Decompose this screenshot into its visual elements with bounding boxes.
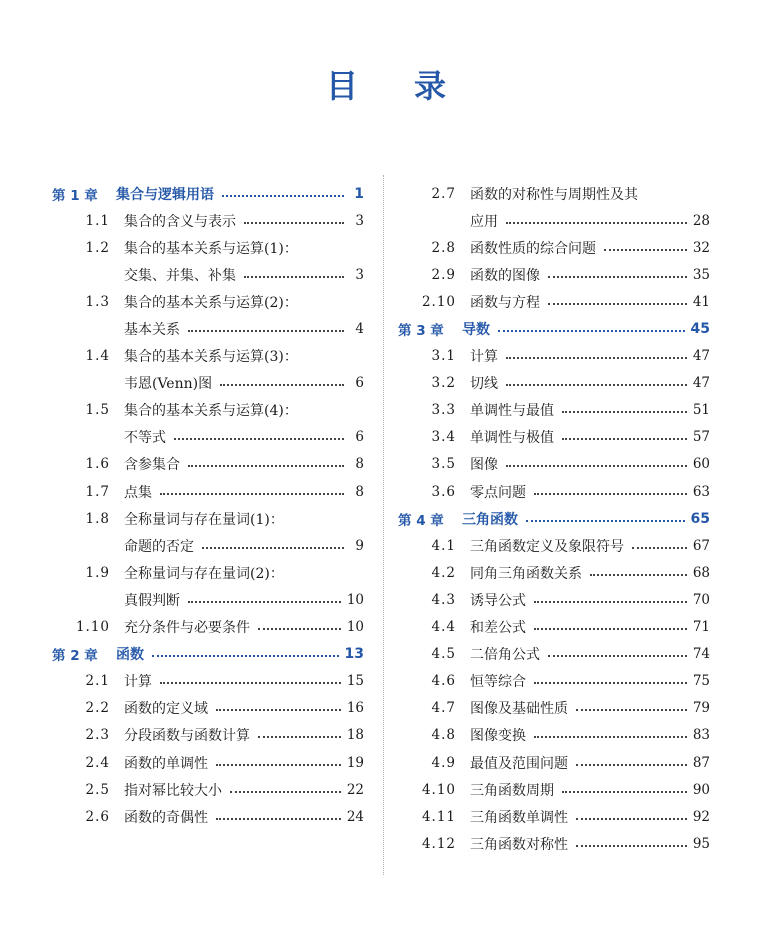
toc-entry: [52, 424, 364, 451]
toc-entry: [398, 397, 710, 424]
toc-page-number: 47: [692, 375, 710, 392]
toc-section-number: 2.3: [85, 727, 110, 744]
toc-dot-leader: [576, 764, 687, 766]
toc-section-title: 计算: [470, 349, 498, 366]
toc-dot-leader: [534, 682, 687, 684]
toc-section-title: 三角函数单调性: [470, 809, 568, 826]
toc-entry: [52, 614, 364, 641]
toc-dot-leader: [498, 330, 685, 332]
toc-right-column: [398, 180, 710, 857]
toc-dot-leader: [152, 655, 339, 657]
toc-dot-leader: [258, 628, 341, 630]
toc-dot-leader: [526, 520, 685, 522]
toc-entry: [398, 261, 710, 288]
toc-section-title: 三角函数周期: [470, 782, 554, 799]
toc-section-number: 4.3: [431, 591, 456, 608]
toc-dot-leader: [506, 357, 687, 359]
toc-page-number: 75: [692, 673, 710, 690]
toc-chapter-heading: [398, 505, 710, 532]
toc-section-number: 4.10: [421, 781, 456, 798]
toc-section-title: 零点问题: [470, 484, 526, 501]
toc-section-number: 4.8: [431, 727, 456, 744]
toc-entry: [52, 559, 364, 586]
toc-dot-leader: [188, 330, 344, 332]
toc-page-number: 10: [346, 619, 364, 636]
toc-entry: [398, 722, 710, 749]
toc-dot-leader: [562, 411, 687, 413]
toc-page-number: 22: [346, 781, 364, 798]
toc-section-title: 函数的对称性与周期性及其: [470, 186, 638, 203]
toc-section-title: 图像: [470, 457, 498, 474]
toc-dot-leader: [604, 249, 687, 251]
toc-section-title: 含参集合: [124, 457, 180, 474]
toc-entry: [52, 776, 364, 803]
toc-section-title: 交集、并集、补集: [124, 267, 236, 284]
toc-page-number: 4: [355, 321, 364, 338]
toc-section-title: 真假判断: [124, 592, 180, 609]
toc-dot-leader: [222, 195, 344, 197]
toc-section-title: 三角函数: [462, 511, 518, 528]
toc-section-number: 1.8: [85, 510, 110, 527]
toc-dot-leader: [548, 655, 687, 657]
toc-dot-leader: [506, 222, 687, 224]
toc-dot-leader: [562, 438, 687, 440]
toc-page-number: 16: [346, 700, 364, 717]
toc-section-title: 函数的奇偶性: [124, 809, 208, 826]
toc-section-title: 切线: [470, 376, 498, 393]
toc-section-title: 全称量词与存在量词(1)：: [124, 511, 284, 528]
toc-section-title: 函数的定义域: [124, 701, 208, 718]
toc-dot-leader: [188, 465, 344, 467]
toc-entry: [398, 614, 710, 641]
toc-section-title: 分段函数与函数计算: [124, 728, 250, 745]
toc-entry: [398, 641, 710, 668]
toc-section-title: 图像及基础性质: [470, 701, 568, 718]
toc-entry: [398, 559, 710, 586]
column-divider: [383, 175, 384, 875]
toc-page-number: 47: [692, 348, 710, 365]
toc-entry: [398, 586, 710, 613]
toc-entry: [52, 370, 364, 397]
toc-dot-leader: [258, 736, 341, 738]
toc-page-number: 51: [692, 402, 710, 419]
toc-dot-leader: [244, 222, 344, 224]
toc-entry: [52, 397, 364, 424]
toc-section-number: 3.6: [431, 483, 456, 500]
toc-section-title: 基本关系: [124, 322, 180, 339]
toc-dot-leader: [230, 791, 341, 793]
toc-section-title: 三角函数定义及象限符号: [470, 538, 624, 555]
toc-entry: [398, 343, 710, 370]
toc-section-number: 4.4: [431, 619, 456, 636]
toc-section-number: 1.4: [85, 348, 110, 365]
toc-page-number: 32: [692, 239, 710, 256]
toc-section-number: 2.10: [421, 293, 456, 310]
toc-section-number: 2.6: [85, 808, 110, 825]
toc-dot-leader: [562, 791, 687, 793]
toc-section-number: 3.4: [431, 429, 456, 446]
toc-page-number: 6: [355, 375, 364, 392]
toc-page-number: 70: [692, 591, 710, 608]
toc-section-title: 图像变换: [470, 728, 526, 745]
toc-section-title: 二倍角公式: [470, 647, 540, 664]
toc-dot-leader: [534, 601, 687, 603]
toc-section-number: 第 3 章: [398, 323, 444, 340]
toc-section-title: 函数性质的综合问题: [470, 240, 596, 257]
toc-page-number: 1: [354, 185, 364, 202]
toc-page-number: 24: [346, 808, 364, 825]
toc-dot-leader: [244, 276, 344, 278]
toc-dot-leader: [590, 574, 687, 576]
toc-entry: [52, 505, 364, 532]
page-title: 目录: [325, 67, 502, 105]
toc-page-number: 18: [346, 727, 364, 744]
toc-section-number: 4.2: [431, 564, 456, 581]
toc-entry: [398, 532, 710, 559]
toc-entry: [52, 261, 364, 288]
toc-entry: [398, 451, 710, 478]
toc-section-number: 1.2: [85, 239, 110, 256]
toc-entry: [52, 695, 364, 722]
toc-section-number: 第 2 章: [52, 648, 98, 665]
toc-section-number: 4.9: [431, 754, 456, 771]
toc-page-number: 19: [346, 754, 364, 771]
toc-page-number: 41: [692, 293, 710, 310]
toc-page-number: 63: [692, 483, 710, 500]
toc-section-title: 单调性与最值: [470, 403, 554, 420]
toc-page-number: 10: [346, 591, 364, 608]
toc-page-number: 8: [355, 456, 364, 473]
toc-dot-leader: [576, 845, 687, 847]
toc-dot-leader: [548, 303, 687, 305]
toc-page-number: 87: [692, 754, 710, 771]
toc-section-title: 充分条件与必要条件: [124, 620, 250, 637]
toc-page-number: 92: [692, 808, 710, 825]
toc-chapter-heading: [398, 315, 710, 342]
toc-section-number: 2.9: [431, 266, 456, 283]
toc-section-title: 韦恩(Venn)图: [124, 376, 213, 393]
toc-entry: [398, 749, 710, 776]
toc-section-title: 集合与逻辑用语: [116, 186, 214, 203]
toc-section-title: 最值及范围问题: [470, 755, 568, 772]
toc-dot-leader: [506, 384, 687, 386]
toc-section-number: 1.7: [85, 483, 110, 500]
toc-entry: [52, 586, 364, 613]
toc-entry: [398, 288, 710, 315]
toc-page-number: 71: [692, 619, 710, 636]
toc-entry: [52, 668, 364, 695]
toc-dot-leader: [576, 818, 687, 820]
toc-dot-leader: [188, 601, 341, 603]
toc-entry: [52, 207, 364, 234]
toc-page-number: 13: [344, 646, 364, 663]
toc-page-number: 95: [692, 835, 710, 852]
toc-dot-leader: [576, 709, 687, 711]
toc-page-number: 45: [690, 321, 710, 338]
toc-section-title: 函数: [116, 647, 144, 664]
toc-page-number: 68: [692, 564, 710, 581]
toc-entry: [398, 207, 710, 234]
toc-section-number: 1.1: [85, 212, 110, 229]
toc-dot-leader: [534, 628, 687, 630]
toc-entry: [398, 695, 710, 722]
toc-entry: [52, 343, 364, 370]
toc-dot-leader: [548, 276, 687, 278]
toc-section-title: 诱导公式: [470, 592, 526, 609]
toc-dot-leader: [216, 764, 341, 766]
toc-page-number: 74: [692, 646, 710, 663]
toc-section-title: 计算: [124, 674, 152, 691]
toc-section-number: 4.5: [431, 646, 456, 663]
toc-section-number: 1.6: [85, 456, 110, 473]
toc-entry: [52, 315, 364, 342]
toc-section-title: 函数与方程: [470, 294, 540, 311]
toc-section-number: 2.5: [85, 781, 110, 798]
toc-section-title: 集合的基本关系与运算(1)：: [124, 240, 298, 257]
toc-section-title: 函数的图像: [470, 267, 540, 284]
toc-page-number: 60: [692, 456, 710, 473]
toc-section-number: 3.2: [431, 375, 456, 392]
toc-section-number: 4.11: [421, 808, 456, 825]
toc-section-number: 4.1: [431, 537, 456, 554]
toc-page-number: 67: [692, 537, 710, 554]
toc-section-title: 集合的含义与表示: [124, 213, 236, 230]
toc-dot-leader: [160, 493, 344, 495]
toc-page-number: 15: [346, 673, 364, 690]
toc-section-number: 3.3: [431, 402, 456, 419]
toc-dot-leader: [506, 465, 687, 467]
toc-dot-leader: [202, 547, 344, 549]
toc-section-title: 和差公式: [470, 620, 526, 637]
toc-page-number: 28: [692, 212, 710, 229]
toc-entry: [398, 370, 710, 397]
toc-page-number: 79: [692, 700, 710, 717]
toc-section-number: 1.9: [85, 564, 110, 581]
toc-entry: [398, 776, 710, 803]
toc-section-number: 4.7: [431, 700, 456, 717]
toc-page-number: 9: [355, 537, 364, 554]
toc-section-title: 导数: [462, 322, 490, 339]
toc-page-number: 35: [692, 266, 710, 283]
toc-entry: [398, 830, 710, 857]
toc-page-number: 65: [690, 510, 710, 527]
toc-section-title: 恒等综合: [470, 674, 526, 691]
toc-section-number: 2.1: [85, 673, 110, 690]
toc-dot-leader: [174, 438, 344, 440]
toc-dot-leader: [632, 547, 687, 549]
toc-page-number: 3: [355, 212, 364, 229]
toc-dot-leader: [160, 682, 341, 684]
toc-page-number: 3: [355, 266, 364, 283]
toc-entry: [52, 234, 364, 261]
toc-page-number: 83: [692, 727, 710, 744]
toc-entry: [398, 478, 710, 505]
toc-entry: [398, 803, 710, 830]
toc-chapter-heading: [52, 641, 364, 668]
toc-section-title: 集合的基本关系与运算(2)：: [124, 294, 298, 311]
toc-dot-leader: [534, 493, 687, 495]
toc-entry: [398, 234, 710, 261]
toc-page-number: 90: [692, 781, 710, 798]
toc-entry: [52, 749, 364, 776]
toc-page-number: 8: [355, 483, 364, 500]
toc-entry: [52, 478, 364, 505]
toc-entry: [52, 803, 364, 830]
toc-page-number: 6: [355, 429, 364, 446]
toc-dot-leader: [534, 736, 687, 738]
toc-section-title: 集合的基本关系与运算(3)：: [124, 349, 298, 366]
toc-section-number: 2.4: [85, 754, 110, 771]
toc-section-title: 指对幂比较大小: [124, 782, 222, 799]
toc-section-title: 点集: [124, 484, 152, 501]
toc-section-number: 2.7: [431, 185, 456, 202]
toc-dot-leader: [216, 818, 341, 820]
toc-dot-leader: [220, 384, 344, 386]
toc-section-title: 命题的否定: [124, 538, 194, 555]
toc-section-number: 4.12: [421, 835, 456, 852]
toc-dot-leader: [216, 709, 341, 711]
toc-entry: [52, 288, 364, 315]
toc-entry: [52, 532, 364, 559]
toc-section-title: 集合的基本关系与运算(4)：: [124, 403, 298, 420]
toc-entry: [398, 668, 710, 695]
toc-page-number: 57: [692, 429, 710, 446]
toc-left-column: [52, 180, 364, 830]
toc-entry: [398, 180, 710, 207]
toc-section-number: 3.1: [431, 348, 456, 365]
toc-section-title: 同角三角函数关系: [470, 565, 582, 582]
toc-section-title: 函数的单调性: [124, 755, 208, 772]
toc-section-title: 三角函数对称性: [470, 836, 568, 853]
toc-section-number: 1.3: [85, 293, 110, 310]
toc-section-title: 不等式: [124, 430, 166, 447]
toc-chapter-heading: [52, 180, 364, 207]
toc-section-number: 2.2: [85, 700, 110, 717]
toc-entry: [398, 424, 710, 451]
toc-section-number: 1.5: [85, 402, 110, 419]
toc-section-number: 3.5: [431, 456, 456, 473]
toc-section-title: 单调性与极值: [470, 430, 554, 447]
toc-section-title: 全称量词与存在量词(2)：: [124, 565, 284, 582]
toc-entry: [52, 722, 364, 749]
toc-section-number: 1.10: [75, 619, 110, 636]
toc-section-number: 第 1 章: [52, 187, 98, 204]
toc-entry: [52, 451, 364, 478]
toc-section-title: 应用: [470, 213, 498, 230]
toc-section-number: 2.8: [431, 239, 456, 256]
toc-section-number: 第 4 章: [398, 512, 444, 529]
toc-section-number: 4.6: [431, 673, 456, 690]
